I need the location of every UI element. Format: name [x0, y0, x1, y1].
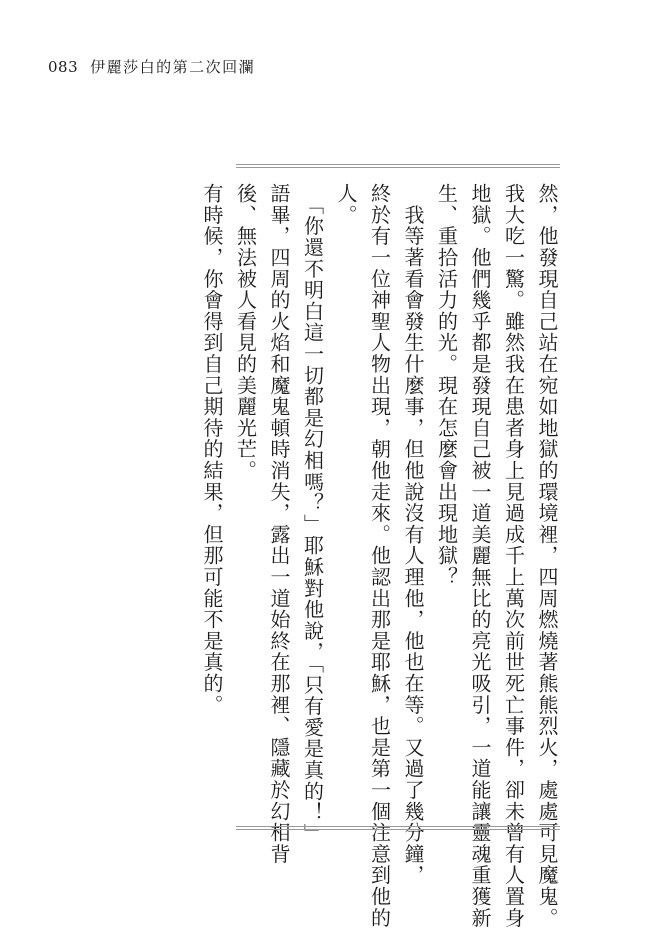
- text-column: 後、無法被人看見的美麗光芒。: [233, 183, 258, 482]
- text-column: 「你還不明白這一切都是幻相嗎？」耶穌對他說，「只有愛是真的！」: [300, 183, 325, 845]
- text-column: 語畢，四周的火焰和魔鬼頓時消失，露出一道始終在那裡、隱藏於幻相背: [267, 183, 291, 865]
- page-number: 083: [48, 58, 79, 76]
- text-column: 我等著看會發生什麼事，但他說沒有人理他，他也在等。又過了幾分鐘，: [401, 183, 425, 886]
- running-head: [48, 56, 255, 77]
- text-column: 人。: [334, 183, 358, 226]
- text-column: 我大吃一驚。雖然我在患者身上見過成千上萬次前世死亡事件，卻未曾有人置身: [501, 183, 526, 929]
- text-column: 地獄。他們幾乎都是發現自己被一道美麗無比的亮光吸引，一道能讓靈魂重獲新: [468, 183, 492, 929]
- text-column: 終於有一位神聖人物出現，朝他走來。他認出那是耶穌，也是第一個注意到他的: [367, 183, 392, 929]
- text-column: 有時候，你會得到自己期待的結果，但那可能不是真的。: [200, 183, 224, 716]
- text-column: 生、重拾活力的光。現在怎麼會出現地獄？: [434, 183, 459, 588]
- top-rule: [236, 164, 560, 168]
- book-title: 伊麗莎白的第二次回瀾: [90, 58, 256, 76]
- body-text: [195, 183, 564, 929]
- text-column: 然，他發現自己站在宛如地獄的環境裡，四周燃燒著熊熊烈火，處處可見魔鬼。: [535, 183, 559, 929]
- bottom-rule: [236, 826, 560, 830]
